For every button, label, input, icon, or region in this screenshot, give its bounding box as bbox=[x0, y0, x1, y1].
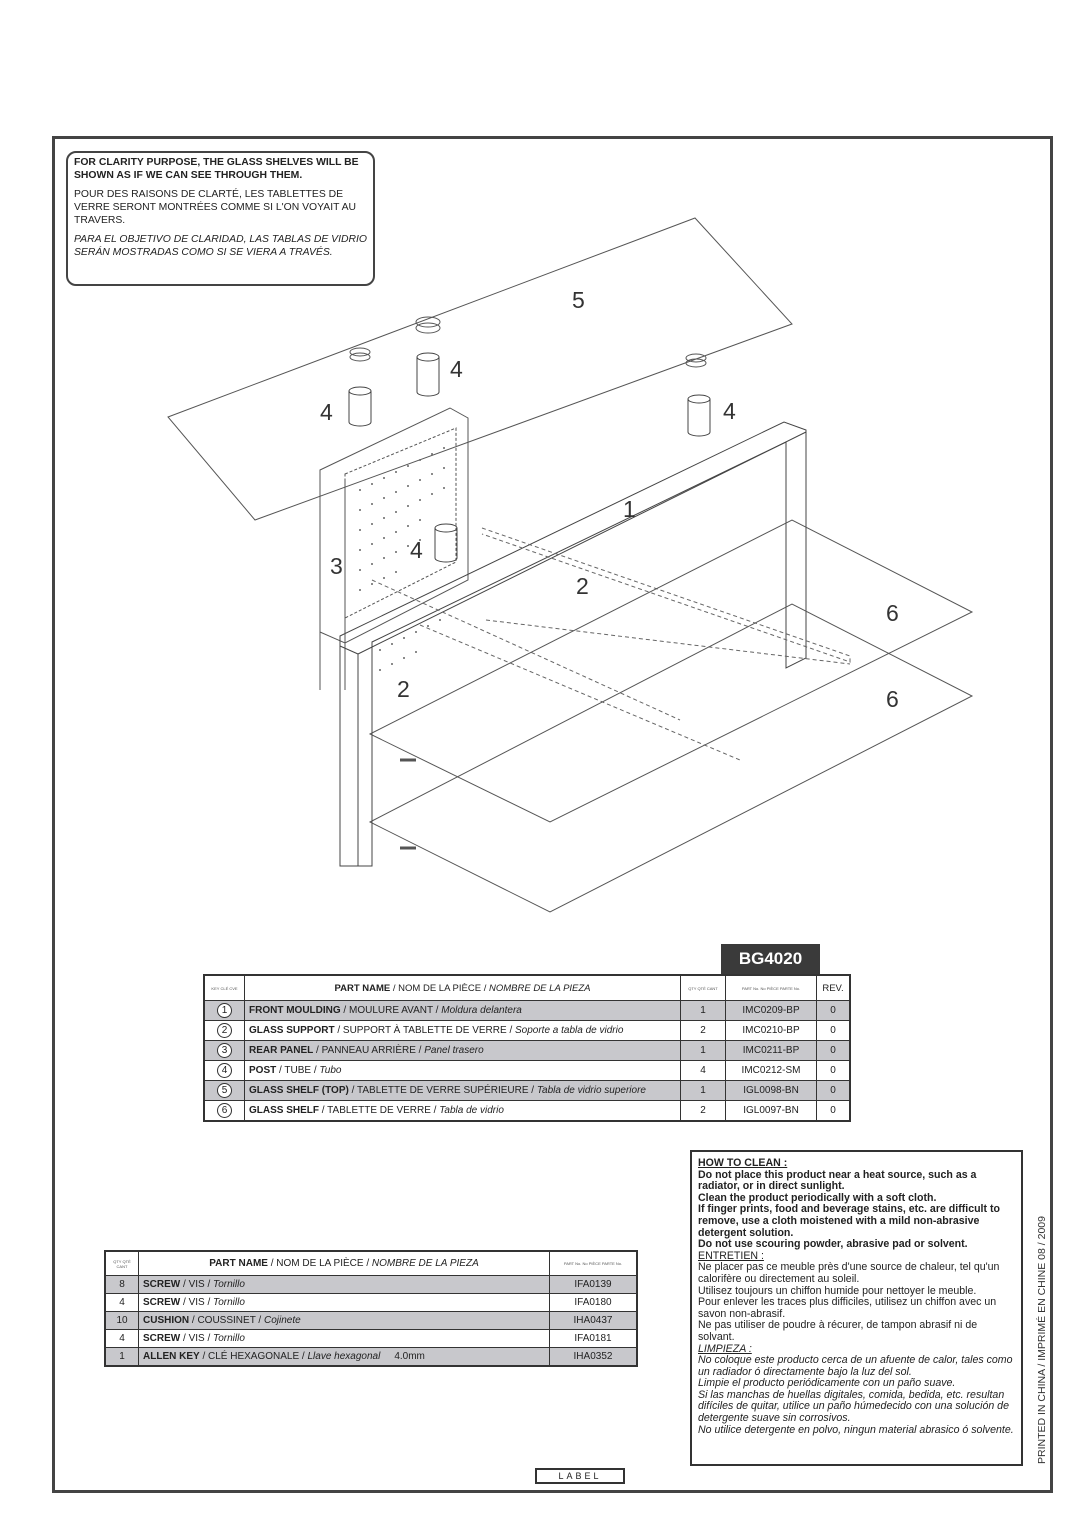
rev-header: REV. bbox=[817, 975, 851, 1001]
hardware-qty: 4 bbox=[105, 1330, 139, 1348]
table-row bbox=[204, 1081, 850, 1101]
clean-french: Ne placer pas ce meuble près d'une source de chaleur, tel qu'un calorifère ou directement au soleil. Utilisez toujours un chiffon humide pour nettoyer le meuble. Pour enlever les traces plus difficiles, utilisez un chiffon avec un savon non-abrasif. Ne pas utiliser de poudre à récurer, de tampon abrasif ni de solvant. bbox=[698, 1261, 1000, 1343]
clean-heading: HOW TO CLEAN : bbox=[698, 1157, 788, 1169]
table-row bbox=[204, 1101, 850, 1122]
front-moulding bbox=[340, 422, 806, 866]
qty-header: QTY QTÉ CANT bbox=[688, 985, 718, 991]
part-name: REAR PANEL / PANNEAU ARRIÈRE / Panel trasero bbox=[245, 1041, 681, 1061]
parts-header-row bbox=[204, 975, 850, 1001]
hardware-qty: 10 bbox=[105, 1312, 139, 1330]
note-french: POUR DES RAISONS DE CLARTÉ, LES TABLETTES DE VERRE SERONT MONTRÉES COMME SI L'ON VOYAIT AU TRAVERS. bbox=[74, 189, 357, 226]
printed-in-china: PRINTED IN CHINA / IMPRIMÉ EN CHINE 08 / 2009 bbox=[1036, 1216, 1048, 1464]
part-number: IMC0211-BP bbox=[726, 1041, 817, 1061]
table-row bbox=[105, 1330, 637, 1348]
part-rev: 0 bbox=[817, 1081, 851, 1101]
part-qty: 1 bbox=[681, 1041, 726, 1061]
hardware-name: CUSHION / COUSSINET / Cojinete bbox=[139, 1312, 550, 1330]
table-row bbox=[105, 1312, 637, 1330]
model-number: BG4020 bbox=[721, 944, 820, 974]
part-key: 1 bbox=[217, 1003, 232, 1018]
clean-french-heading: ENTRETIEN : bbox=[698, 1249, 764, 1262]
hardware-part-number: IHA0437 bbox=[550, 1312, 638, 1330]
callout-6: 6 bbox=[886, 686, 899, 712]
part-number-header: PART No. No PIÈCE PARTE No. bbox=[741, 985, 801, 991]
part-key: 4 bbox=[217, 1063, 232, 1078]
hardware-name: SCREW / VIS / Tornillo bbox=[139, 1294, 550, 1312]
part-name: GLASS SUPPORT / SUPPORT À TABLETTE DE VERRE / Soporte a tabla de vidrio bbox=[245, 1021, 681, 1041]
part-rev: 0 bbox=[817, 1101, 851, 1122]
part-key: 2 bbox=[217, 1023, 232, 1038]
hardware-table bbox=[104, 1250, 638, 1367]
part-name: FRONT MOULDING / MOULURE AVANT / Moldura delantera bbox=[245, 1001, 681, 1021]
table-row bbox=[204, 1041, 850, 1061]
key-header: KEY CLÉ CVE bbox=[211, 985, 238, 991]
label-box: LABEL bbox=[535, 1468, 625, 1484]
hardware-part-number: IHA0352 bbox=[550, 1348, 638, 1367]
note-spanish: PARA EL OBJETIVO DE CLARIDAD, LAS TABLAS DE VIDRIO SERÁN MOSTRADAS COMO SI SE VIERA A TRAVÉS. bbox=[74, 234, 367, 258]
part-number: IGL0098-BN bbox=[726, 1081, 817, 1101]
part-key: 6 bbox=[217, 1103, 232, 1118]
hardware-qty: 4 bbox=[105, 1294, 139, 1312]
part-qty: 2 bbox=[681, 1021, 726, 1041]
callout-6: 6 bbox=[886, 600, 899, 626]
hardware-part-number: IFA0180 bbox=[550, 1294, 638, 1312]
part-number: IMC0209-BP bbox=[726, 1001, 817, 1021]
part-qty: 1 bbox=[681, 1001, 726, 1021]
cleaning-instructions bbox=[690, 1150, 1023, 1466]
part-number-header: PART No. No PIÈCE PARTE No. bbox=[563, 1261, 623, 1266]
callout-2: 2 bbox=[576, 573, 589, 599]
part-key: 5 bbox=[217, 1083, 232, 1098]
callout-4: 4 bbox=[723, 398, 736, 424]
table-row bbox=[105, 1348, 637, 1367]
part-name: GLASS SHELF (TOP) / TABLETTE DE VERRE SUPÉRIEURE / Tabla de vidrio superiore bbox=[245, 1081, 681, 1101]
rear-panel-perforations bbox=[359, 447, 445, 671]
posts bbox=[349, 353, 710, 562]
clean-spanish: No coloque este producto cerca de un afuente de calor, tales como un radiador ó directamente bajo la luz del sol. Limpie el producto periódicamente con un paño suave. Si las manchas de huellas digitales, comida, bedida, etc. resultan difíciles de quitar, utilice un paño húmedecido con una solución de detergente suave sin corrosivos. No utilice detergente en polvo, ningun material abrasico ó solvente. bbox=[698, 1354, 1014, 1436]
part-rev: 0 bbox=[817, 1021, 851, 1041]
callout-5: 5 bbox=[572, 287, 585, 313]
table-row bbox=[204, 1021, 850, 1041]
part-number: IMC0212-SM bbox=[726, 1061, 817, 1081]
part-qty: 1 bbox=[681, 1081, 726, 1101]
hardware-name: SCREW / VIS / Tornillo bbox=[139, 1330, 550, 1348]
table-row bbox=[204, 1061, 850, 1081]
glass-supports bbox=[372, 528, 850, 760]
callout-3: 3 bbox=[330, 553, 343, 579]
part-number: IMC0210-BP bbox=[726, 1021, 817, 1041]
clean-english: Do not place this product near a heat source, such as a radiator, or in direct sunlight. Clean the product periodically with a soft cloth. If finger prints, food and beverage stains, etc. are difficult to remove, use a cloth moistened with a mild non-abrasive detergent solution. Do not use scouring powder, abrasive pad or solvent. bbox=[698, 1168, 1000, 1251]
table-row bbox=[204, 1001, 850, 1021]
middle-glass-shelf bbox=[370, 520, 972, 822]
part-qty: 4 bbox=[681, 1061, 726, 1081]
part-key: 3 bbox=[217, 1043, 232, 1058]
part-rev: 0 bbox=[817, 1001, 851, 1021]
callout-4: 4 bbox=[450, 356, 463, 382]
hardware-part-number: IFA0181 bbox=[550, 1330, 638, 1348]
part-name: POST / TUBE / Tubo bbox=[245, 1061, 681, 1081]
callout-4: 4 bbox=[320, 399, 333, 425]
hardware-name: SCREW / VIS / Tornillo bbox=[139, 1276, 550, 1294]
table-row bbox=[105, 1294, 637, 1312]
hardware-qty: 1 bbox=[105, 1348, 139, 1367]
part-rev: 0 bbox=[817, 1061, 851, 1081]
clarity-note bbox=[66, 151, 375, 286]
cushions bbox=[350, 317, 706, 367]
part-name-header: PART NAME / NOM DE LA PIÈCE / NOMBRE DE LA PIEZA bbox=[245, 975, 681, 1001]
table-row bbox=[105, 1276, 637, 1294]
part-number: IGL0097-BN bbox=[726, 1101, 817, 1122]
callout-2: 2 bbox=[397, 676, 410, 702]
part-qty: 2 bbox=[681, 1101, 726, 1122]
clean-spanish-heading: LIMPIEZA : bbox=[698, 1342, 752, 1355]
bottom-glass-shelf bbox=[370, 604, 972, 912]
note-english: FOR CLARITY PURPOSE, THE GLASS SHELVES WILL BE SHOWN AS IF WE CAN SEE THROUGH THEM. bbox=[74, 157, 359, 181]
callout-4: 4 bbox=[410, 537, 423, 563]
part-name: GLASS SHELF / TABLETTE DE VERRE / Tabla de vidrio bbox=[245, 1101, 681, 1122]
parts-table bbox=[203, 974, 851, 1122]
qty-header: QTY QTÉ CANT bbox=[113, 1258, 131, 1269]
hardware-name: ALLEN KEY / CLÉ HEXAGONALE / Llave hexagonal 4.0mm bbox=[139, 1348, 550, 1367]
part-name-header: PART NAME / NOM DE LA PIÈCE / NOMBRE DE LA PIEZA bbox=[139, 1251, 550, 1276]
hardware-qty: 8 bbox=[105, 1276, 139, 1294]
hardware-header-row bbox=[105, 1251, 637, 1276]
callout-1: 1 bbox=[623, 496, 636, 522]
hardware-part-number: IFA0139 bbox=[550, 1276, 638, 1294]
part-rev: 0 bbox=[817, 1041, 851, 1061]
